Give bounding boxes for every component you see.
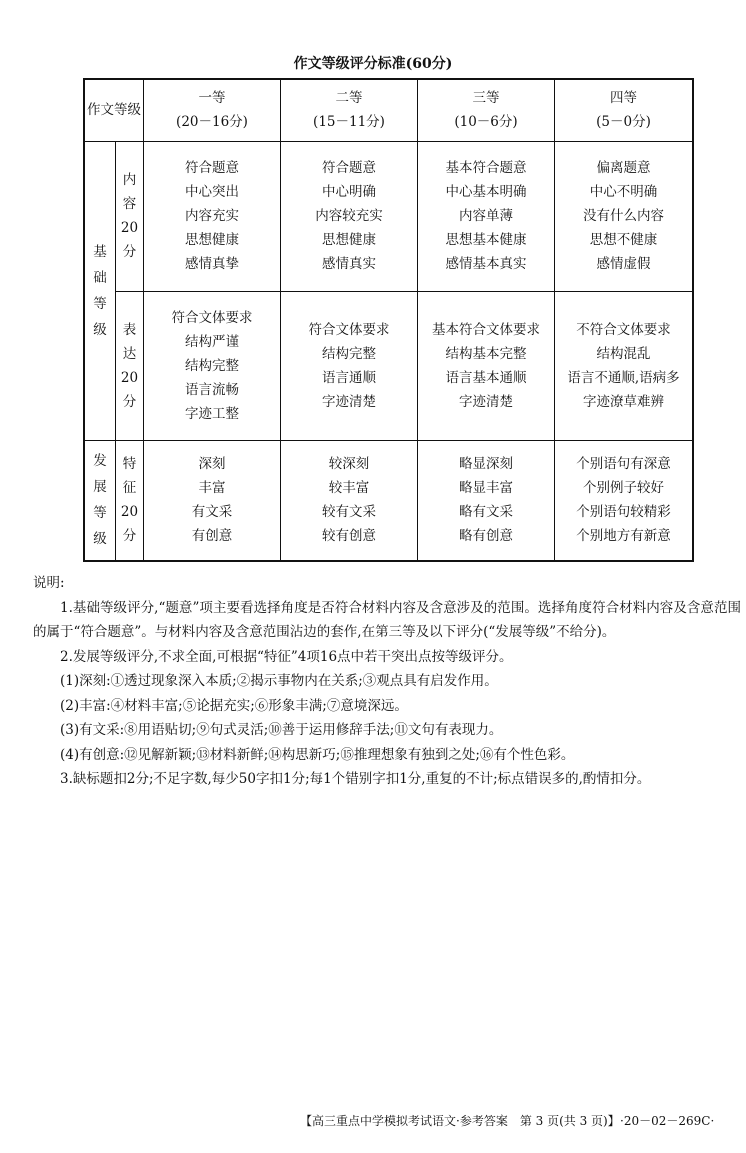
- grading-table: [83, 78, 694, 562]
- feature-label: [116, 440, 144, 561]
- cell-line: 思想健康: [322, 232, 376, 248]
- cell-line: 符合题意: [322, 160, 376, 176]
- cell-line: 个别语句较精彩: [576, 504, 671, 521]
- note-paragraph: (2)丰富:④材料丰富;⑤论据充实;⑥形象丰满;⑦意境深远。: [60, 697, 408, 714]
- cell-line: 不符合文体要求: [576, 321, 671, 338]
- table-cell: [281, 291, 418, 440]
- cell-line: 语言流畅: [185, 381, 239, 398]
- label-char: 分: [122, 244, 137, 260]
- label-char: 20: [120, 504, 139, 521]
- table-cell: [418, 440, 555, 561]
- cell-line: 内容充实: [185, 208, 239, 224]
- cell-line: 语言通顺: [322, 369, 376, 386]
- cell-line: 符合题意: [185, 160, 239, 176]
- cell-line: 语言基本通顺: [445, 369, 527, 386]
- cell-line: 丰富: [198, 480, 226, 497]
- note-paragraph: 3.缺标题扣2分;不足字数,每少50字扣1分;每1个错别字扣1分,重复的不计;标点错误多的,酌情扣分。: [60, 771, 651, 787]
- basic-label-char: 础: [93, 269, 107, 286]
- basic-label-char: 级: [93, 321, 107, 338]
- table-cell: [418, 291, 555, 440]
- cell-line: 略有创意: [459, 528, 513, 545]
- cell-line: 基本符合文体要求: [432, 321, 540, 338]
- label-char: 内: [122, 172, 137, 188]
- cell-line: 内容单薄: [459, 208, 513, 224]
- label-char: 达: [122, 345, 137, 362]
- cell-line: 结构完整: [185, 357, 239, 374]
- footer-text: 【高三重点中学模拟考试语文·参考答案 第 3 页(共 3 页)】: [300, 1114, 620, 1128]
- content-row: [84, 141, 693, 291]
- cell-line: 较深刻: [328, 456, 370, 473]
- basic-label-char: 基: [93, 243, 107, 260]
- cell-line: 个别例子较好: [583, 480, 664, 497]
- label-char: 表: [122, 321, 137, 338]
- label-char: 特: [122, 456, 137, 473]
- development-label-char: 级: [93, 531, 107, 548]
- grade-header: [281, 79, 418, 141]
- table-cell: [555, 291, 694, 440]
- cell-line: 结构基本完整: [445, 345, 527, 362]
- cell-line: 语言不通顺,语病多: [567, 369, 680, 386]
- grade-name: 一等: [198, 90, 226, 107]
- note-paragraph: 1.基础等级评分,“题意”项主要看选择角度是否符合材料内容及含意涉及的范围。选择角度符合材料内容及含意范围的属于“符合题意”。与材料内容及含意范围沾边的套作,在第三等及以下评分(“发展等级”不给分)。: [33, 599, 741, 640]
- cell-line: 思想健康: [185, 232, 239, 248]
- note-paragraph: (4)有创意:⑫见解新颖;⑬材料新鲜;⑭构思新巧;⑮推理想象有独到之处;⑯有个性色彩。: [60, 746, 575, 763]
- development-label-char: 等: [93, 505, 107, 522]
- note-paragraph: 2.发展等级评分,不求全面,可根据“特征”4项16点中若干突出点按等级评分。: [60, 648, 513, 665]
- cell-line: 中心突出: [185, 184, 239, 200]
- cell-line: 结构完整: [322, 345, 376, 362]
- cell-line: 中心基本明确: [445, 184, 527, 200]
- cell-line: 没有什么内容: [583, 208, 664, 224]
- note-paragraph: (1)深刻:①透过现象深入本质;②揭示事物内在关系;③观点具有启发作用。: [60, 673, 498, 689]
- table-cell: [555, 141, 694, 291]
- basic-label-char: 等: [93, 295, 107, 312]
- footer-code: ·20－02－269C·: [620, 1114, 715, 1128]
- content-label: [116, 141, 144, 291]
- cell-line: 个别地方有新意: [576, 528, 671, 545]
- notes-heading: 说明:: [33, 575, 65, 591]
- development-label-char: 发: [93, 453, 107, 470]
- note-paragraph: (3)有文采:⑧用语贴切;⑨句式灵活;⑩善于运用修辞手法;⑪文句有表现力。: [60, 722, 503, 738]
- table-cell: [555, 440, 694, 561]
- grade-header: [555, 79, 694, 141]
- cell-line: 字迹工整: [185, 405, 239, 422]
- table-cell: [418, 141, 555, 291]
- cell-line: 结构混乱: [596, 345, 651, 362]
- cell-line: 较有创意: [322, 528, 376, 545]
- cell-line: 思想基本健康: [445, 232, 527, 248]
- label-char: 征: [122, 480, 137, 497]
- cell-line: 深刻: [198, 456, 226, 473]
- cell-line: 字迹潦草难辨: [583, 393, 664, 410]
- grade-range: (5－0分): [596, 114, 651, 131]
- expression-label: [116, 291, 144, 440]
- cell-line: 感情基本真实: [445, 256, 527, 272]
- cell-line: 个别语句有深意: [576, 456, 671, 473]
- cell-line: 有文采: [191, 504, 233, 521]
- cell-line: 较丰富: [328, 480, 370, 497]
- development-label-char: 展: [93, 479, 107, 496]
- cell-line: 中心不明确: [589, 184, 658, 200]
- grade-range: (20－16分): [176, 114, 248, 131]
- table-cell: [144, 141, 281, 291]
- cell-line: 感情虚假: [596, 256, 651, 272]
- cell-line: 基本符合题意: [445, 160, 527, 176]
- table-cell: [281, 141, 418, 291]
- label-char: 分: [122, 528, 137, 545]
- label-char: 容: [122, 196, 137, 212]
- cell-line: 略显深刻: [459, 456, 513, 473]
- table-cell: [144, 440, 281, 561]
- label-char: 20: [120, 220, 139, 236]
- cell-line: 字迹清楚: [322, 393, 376, 410]
- notes: [33, 571, 741, 792]
- cell-line: 中心明确: [322, 184, 376, 200]
- table-title: 作文等级评分标准(60分): [293, 56, 453, 72]
- cell-line: 略显丰富: [459, 480, 513, 497]
- cell-line: 略有文采: [459, 504, 513, 521]
- cell-line: 符合文体要求: [171, 309, 253, 326]
- grade-name: 三等: [472, 90, 500, 107]
- table-cell: [281, 440, 418, 561]
- header-row: [84, 79, 693, 141]
- cell-line: 符合文体要求: [308, 321, 390, 338]
- grade-header: [144, 79, 281, 141]
- cell-line: 字迹清楚: [459, 393, 513, 410]
- corner-cell: 作文等级: [84, 79, 144, 141]
- cell-line: 思想不健康: [589, 232, 658, 248]
- grade-range: (15－11分): [313, 114, 385, 131]
- grade-header: [418, 79, 555, 141]
- grade-name: 二等: [335, 90, 363, 107]
- grade-range: (10－6分): [454, 114, 518, 131]
- label-char: 20: [120, 369, 139, 386]
- basic-label: [84, 141, 116, 440]
- table-cell: [144, 291, 281, 440]
- label-char: 分: [122, 393, 137, 410]
- cell-line: 偏离题意: [596, 160, 651, 176]
- cell-line: 感情真挚: [185, 256, 239, 272]
- expression-row: [84, 291, 693, 440]
- cell-line: 较有文采: [322, 504, 376, 521]
- cell-line: 结构严谨: [185, 333, 239, 350]
- grade-name: 四等: [610, 90, 637, 107]
- development-label: [84, 440, 116, 561]
- cell-line: 有创意: [191, 528, 233, 545]
- cell-line: 感情真实: [322, 256, 376, 272]
- cell-line: 内容较充实: [315, 208, 383, 224]
- development-row: [84, 440, 693, 561]
